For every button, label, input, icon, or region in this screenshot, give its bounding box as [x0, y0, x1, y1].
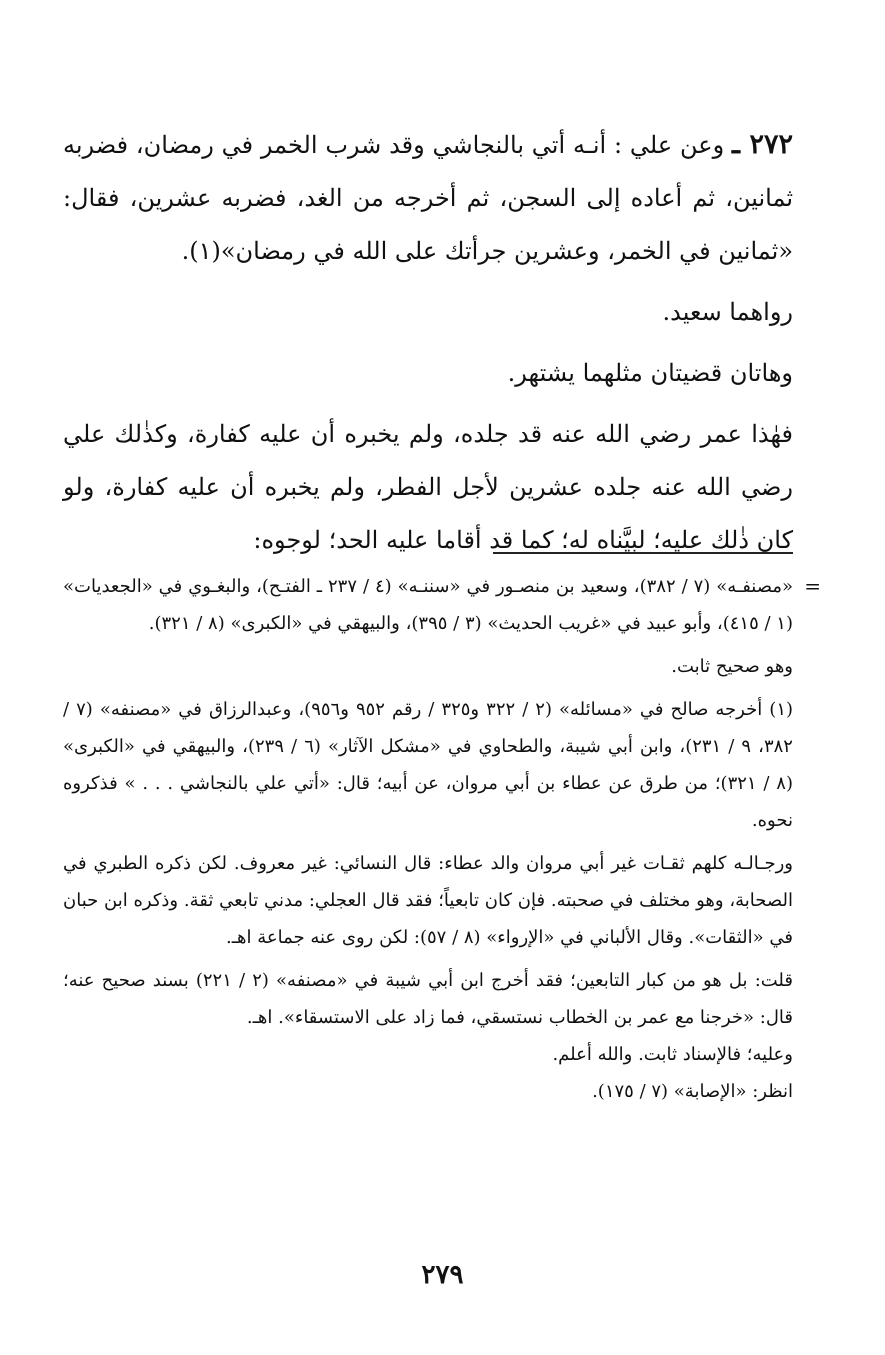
narrators-line: رواهما سعيد. — [662, 298, 793, 326]
footnote-verdict: وهو صحيح ثابت. — [671, 656, 793, 677]
hadith-text: وعن علي : أنـه أتي بالنجاشي وقد شرب الخمر في رمضان، فضربه ثمانين، ثم أعاده إلى السجن، ثم أخرجه من الغد، فضربه عشرين، فقال: «ثمانين في الخمر، وعشرين جرأتك على الله في رمضان»(١). — [63, 131, 793, 265]
hadith-number: ٢٧٢ ـ — [732, 129, 794, 160]
footnote-1-conclusion: وعليه؛ فالإسناد ثابت. والله أعلم. — [552, 1044, 793, 1065]
footnote-1-narrators: ورجـالـه كلهم ثقـات غير أبي مروان والد عطاء: قال النسائي: غير معروف. لكن ذكره الطبري في الصحابة، وهو مختلف في صحبته. فإن كان تابعياً؛ فقد قال العجلي: مدني تابعي ثقة. وذكره ابن حبان في «الثقات». وقال الألباني في «الإرواء» (٨ / ٥٧): لكن روى عنه جماعة اهـ. — [63, 853, 793, 948]
footnote-1-see: انظر: «الإصابة» (٧ / ١٧٥). — [592, 1081, 793, 1102]
footnotes — [63, 568, 821, 1110]
hadith-paragraph — [63, 118, 793, 278]
footnote-1-comment: قلت: بل هو من كبار التابعين؛ فقد أخرج ابن أبي شيبة في «مصنفه» (٢ / ٢٢١) بسند صحيح عنه؛ قال: «خرجنا مع عمر بن الخطاب نستسقي، فما زاد على الاستسقاء». اهـ. — [63, 970, 793, 1028]
note-line: وهاتان قضيتان مثلهما يشتهر. — [507, 359, 793, 387]
footnote-continuation — [63, 568, 821, 642]
footnote-continuation-text: «مصنفـه» (٧ / ٣٨٢)، وسعيد بن منصـور في «سننـه» (٤ / ٢٣٧ ـ الفتـح)، والبغـوي في «الجعديات» (١ / ٤١٥)، وأبو عبيد في «غريب الحديث» (٣ / ٣٩٥)، والبيهقي في «الكبرى» (٨ / ٣٢١). — [63, 576, 793, 634]
footnote-divider — [493, 552, 793, 554]
footnote-1-text: (١) أخرجه صالح في «مسائله» (٢ / ٣٢٢ و٣٢٥ / رقم ٩٥٢ و٩٥٦)، وعبدالرزاق في «مصنفه» (٧ / ٣٨٢، ٩ / ٢٣١)، وابن أبي شيبة، والطحاوي في «مشكل الآثار» (٦ / ٢٣٩)، والبيهقي في «الكبرى» (٨ / ٣٢١)؛ من طرق عن عطاء بن أبي مروان، عن أبيه؛ قال: «أتي علي بالنجاشي . . . » فذكروه نحوه. — [63, 699, 794, 831]
continuation-mark: = — [804, 574, 821, 598]
main-text — [63, 118, 793, 567]
page-number: ٢٧٩ — [421, 1260, 464, 1290]
argument-paragraph: فهٰذا عمر رضي الله عنه قد جلده، ولم يخبره أن عليه كفارة، وكذٰلك علي رضي الله عنه جلده عشرين لأجل الفطر، ولم يخبره أن عليه كفارة، ولو كان ذٰلك عليه؛ لبيَّناه له؛ كما قد أقاما عليه الحد؛ لوجوه: — [63, 420, 793, 554]
